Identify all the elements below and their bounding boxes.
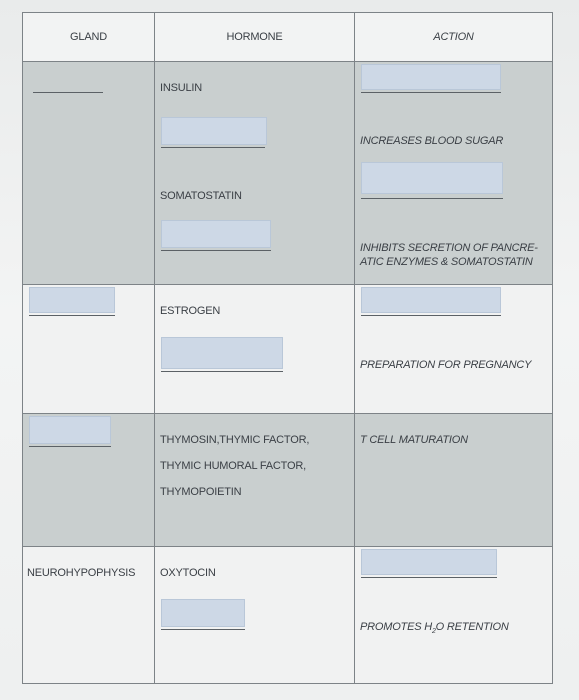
gland-answer-blank[interactable]: [29, 446, 111, 447]
header-hormone: [155, 13, 355, 62]
header-gland-label: GLAND: [70, 31, 107, 43]
gland-answer-blank[interactable]: [33, 92, 103, 93]
gland-cell: [23, 414, 155, 547]
action-text: INCREASES BLOOD SUGAR: [360, 135, 504, 147]
answer-input-box[interactable]: [361, 549, 497, 575]
gland-answer-blank[interactable]: [29, 315, 115, 316]
header-row: [23, 13, 553, 62]
action-cell: [355, 547, 553, 684]
subscript-2: 2: [431, 628, 436, 636]
table-row: [23, 547, 553, 684]
hormone-cell: [155, 62, 355, 285]
hormone-answer-blank[interactable]: [161, 371, 283, 372]
hormone-cell: [155, 547, 355, 684]
answer-input-box[interactable]: [361, 64, 501, 90]
action-answer-blank[interactable]: [361, 315, 501, 316]
header-action: [355, 13, 553, 62]
action-cell: [355, 285, 553, 414]
gland-cell: [23, 62, 155, 285]
answer-input-box[interactable]: [29, 287, 115, 313]
answer-input-box[interactable]: [161, 117, 267, 145]
table-row: [23, 414, 553, 547]
gland-text: NEUROHYPOPHYSIS: [27, 567, 136, 579]
table-row: [23, 62, 553, 285]
hormone-table: [22, 12, 553, 684]
answer-input-box[interactable]: [161, 337, 283, 369]
answer-input-box[interactable]: [29, 416, 111, 444]
action-text: ATIC ENZYMES & SOMATOSTATIN: [360, 256, 533, 268]
action-text: PREPARATION FOR PREGNANCY: [360, 359, 532, 371]
hormone-text: THYMIC HUMORAL FACTOR,: [160, 460, 306, 472]
header-gland: [23, 13, 155, 62]
hormone-answer-blank[interactable]: [161, 250, 271, 251]
header-action-label: ACTION: [433, 31, 474, 43]
answer-input-box[interactable]: [161, 599, 245, 627]
hormone-answer-blank[interactable]: [161, 147, 265, 148]
action-text: T CELL MATURATION: [360, 434, 468, 446]
hormone-cell: [155, 285, 355, 414]
action-text: INHIBITS SECRETION OF PANCRE-: [360, 242, 538, 254]
gland-cell: [23, 285, 155, 414]
hormone-answer-blank[interactable]: [161, 629, 245, 630]
action-answer-blank[interactable]: [361, 92, 501, 93]
answer-input-box[interactable]: [361, 287, 501, 313]
action-text-part: PROMOTES H: [360, 621, 432, 633]
hormone-text: OXYTOCIN: [160, 567, 216, 579]
action-text-part: O RETENTION: [435, 621, 509, 633]
gland-cell: [23, 547, 155, 684]
action-cell: [355, 414, 553, 547]
action-text: [360, 621, 509, 635]
answer-input-box[interactable]: [161, 220, 271, 248]
hormone-text: SOMATOSTATIN: [160, 190, 242, 202]
hormone-text: INSULIN: [160, 82, 202, 94]
answer-input-box[interactable]: [361, 162, 503, 194]
action-answer-blank[interactable]: [361, 577, 497, 578]
hormone-text: ESTROGEN: [160, 305, 221, 317]
hormone-text: THYMOPOIETIN: [160, 486, 242, 498]
action-answer-blank[interactable]: [361, 198, 503, 199]
action-cell: [355, 62, 553, 285]
hormone-text: THYMOSIN,THYMIC FACTOR,: [160, 434, 310, 446]
header-hormone-label: HORMONE: [226, 31, 283, 43]
table-row: [23, 285, 553, 414]
hormone-cell: [155, 414, 355, 547]
